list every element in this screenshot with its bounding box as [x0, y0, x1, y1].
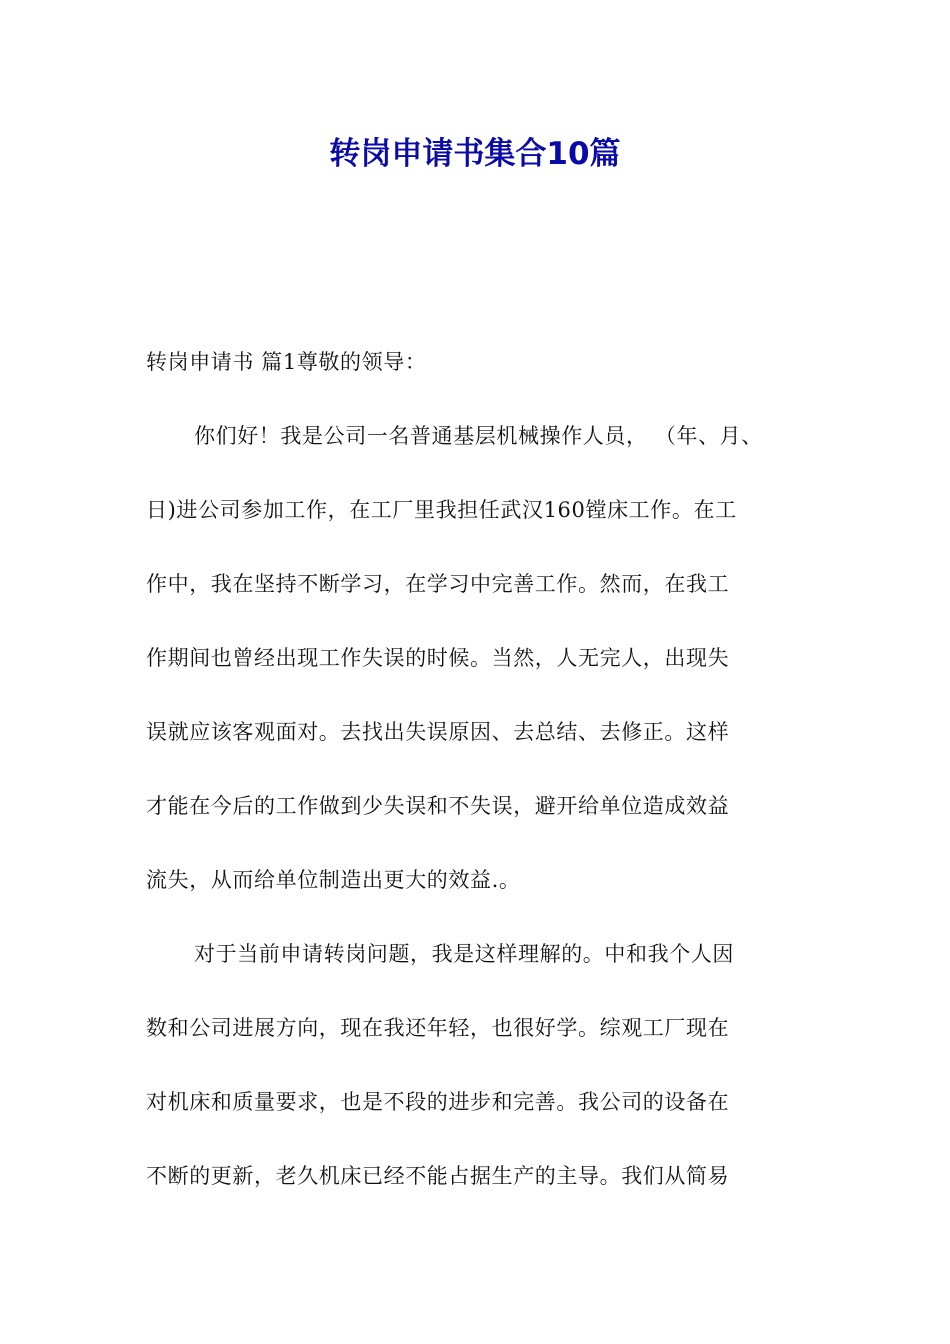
body-line: 你们好！我是公司一名普通基层机械操作人员， （年、月、: [194, 424, 763, 448]
body-line: 对机床和质量要求，也是不段的进步和完善。我公司的设备在: [146, 1090, 730, 1114]
body-line: 才能在今后的工作做到少失误和不失误，避开给单位造成效益: [146, 794, 730, 818]
body-line: 流失，从而给单位制造出更大的效益.。: [146, 868, 521, 892]
body-line: 对于当前申请转岗问题，我是这样理解的。中和我个人因: [194, 942, 734, 966]
body-line: 日)进公司参加工作，在工厂里我担任武汉160镗床工作。在工: [146, 498, 737, 522]
document-title: 转岗申请书集合10篇: [329, 136, 621, 172]
body-line: 作期间也曾经出现工作失误的时候。当然，人无完人，出现失: [146, 646, 730, 670]
salutation-line: 转岗申请书 篇1尊敬的领导：: [146, 350, 427, 374]
body-line: 数和公司进展方向，现在我还年轻，也很好学。综观工厂现在: [146, 1016, 730, 1040]
body-line: 不断的更新，老久机床已经不能占据生产的主导。我们从简易: [146, 1164, 730, 1188]
body-line: 作中，我在坚持不断学习，在学习中完善工作。然而，在我工: [146, 572, 730, 596]
body-line: 误就应该客观面对。去找出失误原因、去总结、去修正。这样: [146, 720, 730, 744]
